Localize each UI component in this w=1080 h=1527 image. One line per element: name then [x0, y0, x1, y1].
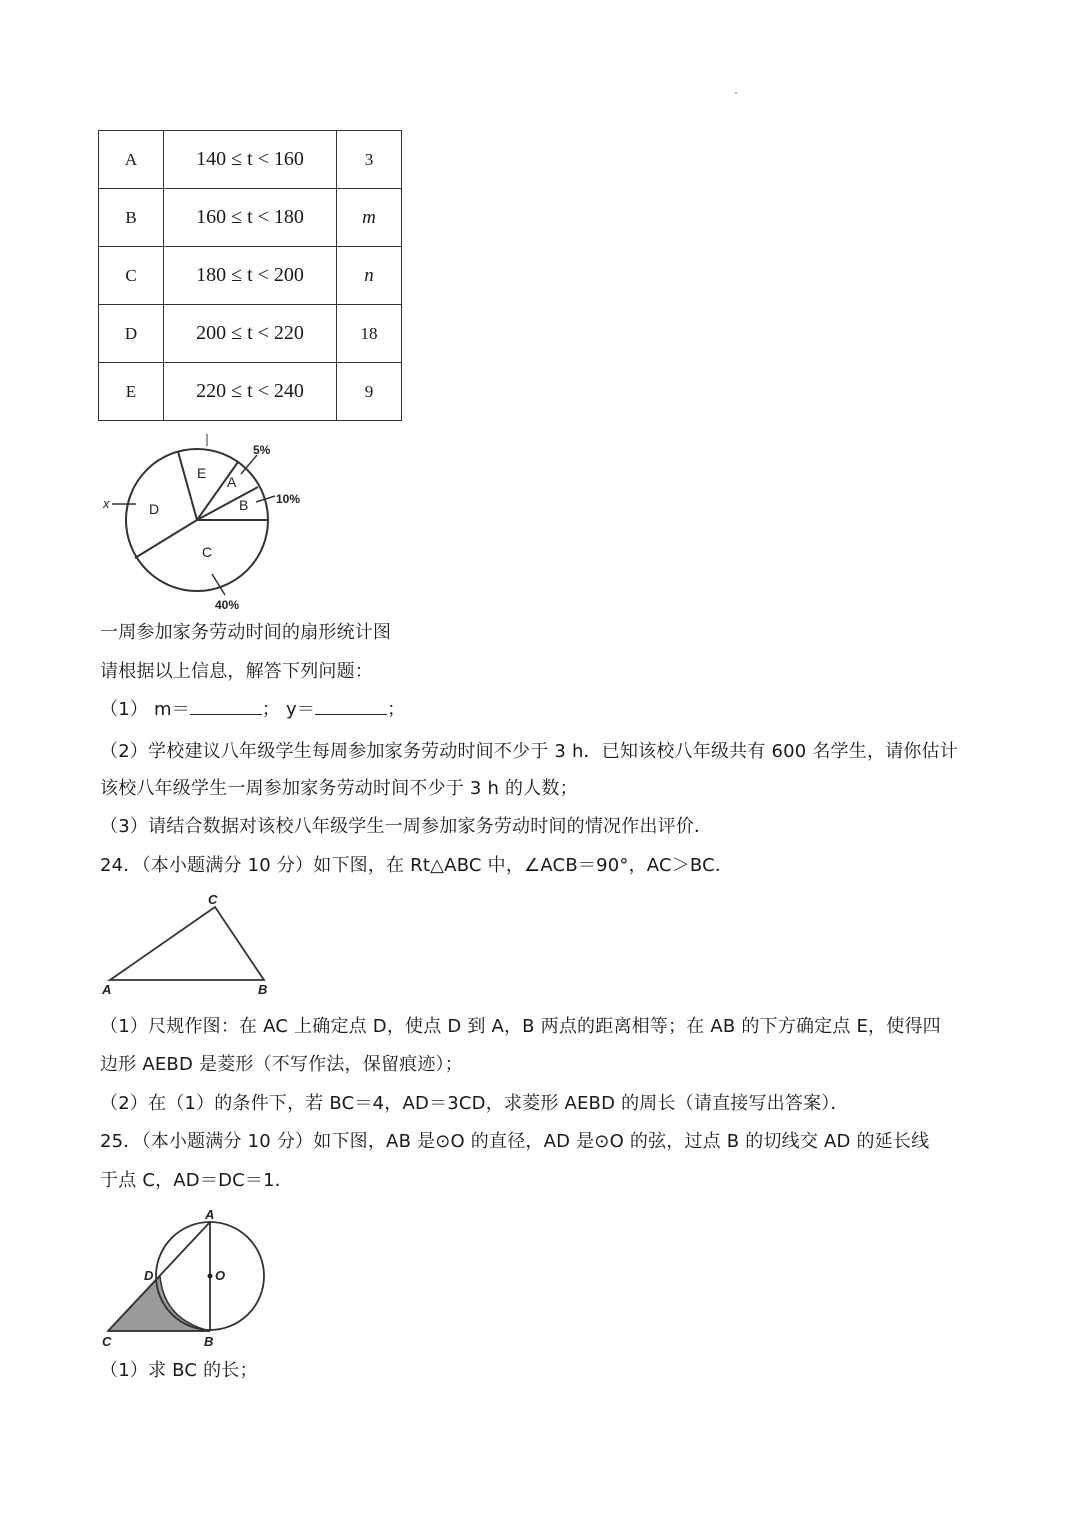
- group-cell: D: [99, 305, 164, 363]
- table-row: [99, 363, 402, 421]
- vertex-label-c: C: [208, 892, 218, 907]
- vertex-label-b: B: [258, 982, 268, 997]
- count-cell: 18: [337, 305, 402, 363]
- q1-end: ；: [387, 699, 406, 720]
- slice-annotation-d: x: [103, 496, 110, 511]
- problem-24-q1-line-1: （1）尺规作图：在 AC 上确定点 D，使点 D 到 A，B 两点的距离相等；在 AB 的下方确定点 E，使得四: [100, 1016, 941, 1037]
- question-2-line-1: （2）学校建议八年级学生每周参加家务劳动时间不少于 3 h．已知该校八年级共有 600 名学生，请你估计: [100, 741, 958, 762]
- page-speck: [735, 92, 737, 94]
- slice-label-d: D: [149, 501, 160, 517]
- slice-annotation-a: 5%: [253, 443, 271, 457]
- point-label-a: A: [205, 1207, 215, 1222]
- answer-blank-m: [190, 698, 262, 715]
- vertex-label-a: A: [102, 982, 112, 997]
- group-cell: A: [99, 131, 164, 189]
- answer-blank-y: [315, 698, 387, 715]
- table-row: [99, 189, 402, 247]
- slice-annotation-b: 10%: [276, 492, 301, 506]
- count-cell: 3: [337, 131, 402, 189]
- slice-label-a: A: [227, 474, 237, 490]
- group-cell: E: [99, 363, 164, 421]
- point-label-c: C: [102, 1334, 112, 1349]
- range-cell: 200 ≤ t < 220: [164, 305, 337, 363]
- slice-label-b: B: [239, 497, 249, 513]
- question-2-line-2: 该校八年级学生一周参加家务劳动时间不少于 3 h 的人数；: [100, 778, 578, 799]
- slice-boundary: [178, 452, 197, 521]
- problem-24-stem: 24．（本小题满分 10 分）如下图，在 Rt△ABC 中，∠ACB＝90°，AC＞BC．: [100, 855, 734, 876]
- slice-label-e: E: [197, 465, 207, 481]
- problem-25-q1: （1）求 BC 的长；: [100, 1360, 258, 1381]
- count-cell: m: [337, 189, 402, 247]
- table-row: [99, 247, 402, 305]
- q1-prefix: （1） m＝: [100, 699, 190, 720]
- range-cell: 140 ≤ t < 160: [164, 131, 337, 189]
- label-leader: [212, 574, 225, 595]
- slice-boundary: [197, 487, 258, 520]
- group-cell: C: [99, 247, 164, 305]
- circle-figure: [98, 1202, 278, 1352]
- problem-24-q2: （2）在（1）的条件下，若 BC＝4，AD＝3CD，求菱形 AEBD 的周长（请直接写出答案）．: [100, 1093, 849, 1114]
- pie-chart: [100, 430, 310, 615]
- count-cell: n: [337, 247, 402, 305]
- table-row: [99, 305, 402, 363]
- point-label-b: B: [204, 1334, 214, 1349]
- table-row: [99, 131, 402, 189]
- triangle-figure: [98, 888, 278, 1000]
- slice-boundary: [135, 520, 197, 558]
- shaded-region: [108, 1276, 210, 1331]
- frequency-table: [98, 130, 402, 421]
- point-label-o: O: [215, 1268, 226, 1283]
- count-cell: 9: [337, 363, 402, 421]
- range-cell: 220 ≤ t < 240: [164, 363, 337, 421]
- point-label-d: D: [144, 1268, 154, 1283]
- slice-annotation-c: 40%: [215, 598, 240, 612]
- question-3: （3）请结合数据对该校八年级学生一周参加家务劳动时间的情况作出评价．: [100, 816, 713, 837]
- problem-24-q1-line-2: 边形 AEBD 是菱形（不写作法，保留痕迹）；: [100, 1054, 463, 1075]
- chart-caption: 一周参加家务劳动时间的扇形统计图: [100, 622, 392, 643]
- range-cell: 160 ≤ t < 180: [164, 189, 337, 247]
- group-cell: B: [99, 189, 164, 247]
- question-prompt: 请根据以上信息，解答下列问题：: [100, 661, 373, 682]
- question-1: [100, 698, 405, 722]
- center-point: [208, 1274, 213, 1279]
- problem-25-stem-line-1: 25．（本小题满分 10 分）如下图，AB 是⊙O 的直径，AD 是⊙O 的弦，过点 B 的切线交 AD 的延长线: [100, 1131, 930, 1152]
- triangle-abc: [110, 907, 264, 980]
- slice-label-c: C: [202, 544, 213, 560]
- range-cell: 180 ≤ t < 200: [164, 247, 337, 305]
- q1-mid: ； y＝: [261, 699, 316, 720]
- problem-25-stem-line-2: 于点 C，AD＝DC＝1．: [100, 1170, 293, 1191]
